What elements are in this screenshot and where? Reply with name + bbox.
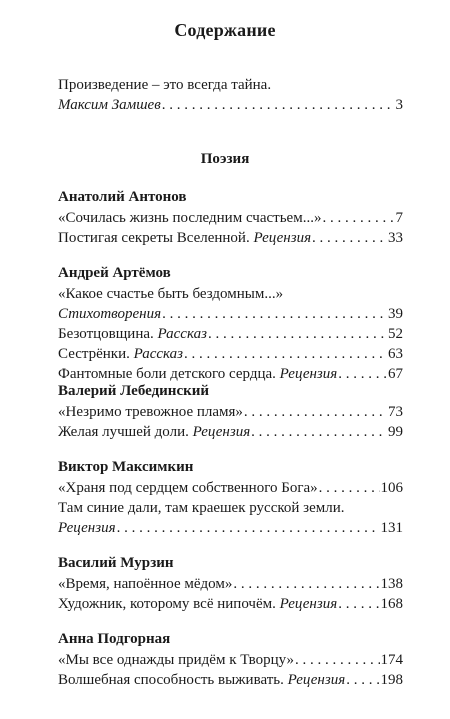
author-name: Андрей Артёмов bbox=[58, 265, 171, 281]
page-number: 63 bbox=[388, 346, 403, 362]
toc-item bbox=[58, 305, 403, 325]
item-genre: Рецензия bbox=[279, 366, 338, 382]
item-title: «Храня под сердцем собственного Бога» bbox=[58, 480, 318, 496]
leader-dots bbox=[322, 209, 394, 228]
toc-item bbox=[58, 209, 403, 229]
leader-dots bbox=[295, 651, 379, 670]
item-genre: Рецензия bbox=[253, 230, 312, 246]
author-entry bbox=[58, 554, 403, 615]
item-title: «Мы все однажды придём к Творцу» bbox=[58, 652, 295, 668]
page-number: 99 bbox=[388, 424, 403, 440]
leader-dots bbox=[244, 403, 387, 422]
item-title: Безотцовщина. Рассказ bbox=[58, 326, 207, 342]
item-genre: Рецензия bbox=[279, 596, 338, 612]
intro-author: Максим Замшев bbox=[58, 97, 161, 113]
item-title: Волшебная способность выживать. Рецензия bbox=[58, 672, 346, 688]
intro-author-line bbox=[58, 96, 403, 116]
leader-dots bbox=[312, 229, 387, 248]
leader-dots bbox=[251, 423, 387, 442]
toc-item bbox=[58, 519, 403, 539]
page-number: 131 bbox=[380, 520, 403, 536]
item-title: Фантомные боли детского сердца. Рецензия bbox=[58, 366, 338, 382]
toc-item bbox=[58, 595, 403, 615]
leader-dots bbox=[162, 305, 387, 324]
page-number: 168 bbox=[380, 596, 403, 612]
item-genre: Стихотворения bbox=[58, 306, 162, 322]
page-number: 52 bbox=[388, 326, 403, 342]
leader-dots bbox=[346, 671, 379, 690]
page-number: 7 bbox=[395, 210, 403, 226]
author-name: Валерий Лебединский bbox=[58, 383, 210, 399]
page-number: 174 bbox=[380, 652, 403, 668]
toc-item bbox=[58, 575, 403, 595]
toc-item bbox=[58, 479, 403, 499]
page-number: 106 bbox=[380, 480, 403, 496]
author-entry bbox=[58, 188, 403, 249]
item-genre: Рецензия bbox=[58, 520, 116, 536]
item-title: Художник, которому всё нипочём. Рецензия bbox=[58, 596, 338, 612]
item-genre: Рецензия bbox=[192, 424, 251, 440]
toc-item: Там синие дали, там краешек русской земли. bbox=[58, 500, 345, 516]
toc-item bbox=[58, 229, 403, 249]
author-name: Виктор Максимкин bbox=[58, 459, 194, 475]
author-entry bbox=[58, 264, 403, 385]
leader-dots bbox=[117, 519, 380, 538]
item-title: Желая лучшей доли. Рецензия bbox=[58, 424, 251, 440]
toc-item bbox=[58, 325, 403, 345]
author-name: Анатолий Антонов bbox=[58, 189, 187, 205]
item-genre: Рецензия bbox=[287, 672, 346, 688]
page-number: 33 bbox=[388, 230, 403, 246]
page-number: 39 bbox=[388, 306, 403, 322]
author-name: Василий Мурзин bbox=[58, 555, 174, 571]
toc-item bbox=[58, 345, 403, 365]
toc-item bbox=[58, 651, 403, 671]
page-number: 73 bbox=[388, 404, 403, 420]
page-title: Содержание bbox=[174, 20, 276, 40]
item-title: Сестрёнки. Рассказ bbox=[58, 346, 184, 362]
item-title: «Время, напоённое мёдом» bbox=[58, 576, 233, 592]
item-title: «Незримо тревожное пламя» bbox=[58, 404, 243, 420]
intro-entry bbox=[58, 76, 403, 116]
item-genre: Рассказ bbox=[157, 326, 207, 342]
toc-item bbox=[58, 423, 403, 443]
leader-dots bbox=[162, 96, 395, 115]
section-title: Поэзия bbox=[200, 151, 250, 167]
intro-title: Произведение – это всегда тайна. bbox=[58, 77, 272, 93]
page-number: 3 bbox=[395, 97, 403, 113]
toc-item bbox=[58, 671, 403, 691]
leader-dots bbox=[208, 325, 387, 344]
author-entry bbox=[58, 382, 403, 443]
page-number: 198 bbox=[380, 672, 403, 688]
item-genre: Рассказ bbox=[133, 346, 184, 362]
item-title: «Сочилась жизнь последним счастьем...» bbox=[58, 210, 322, 226]
leader-dots bbox=[233, 575, 379, 594]
author-entry bbox=[58, 458, 403, 539]
page-number: 67 bbox=[388, 366, 403, 382]
toc-item bbox=[58, 403, 403, 423]
leader-dots bbox=[184, 345, 387, 364]
page-number: 138 bbox=[380, 576, 403, 592]
leader-dots bbox=[319, 479, 380, 498]
author-entry bbox=[58, 630, 403, 691]
toc-item: «Какое счастье быть бездомным...» bbox=[58, 286, 284, 302]
author-name: Анна Подгорная bbox=[58, 631, 171, 647]
leader-dots bbox=[338, 595, 379, 614]
item-title: Постигая секреты Вселенной. Рецензия bbox=[58, 230, 312, 246]
